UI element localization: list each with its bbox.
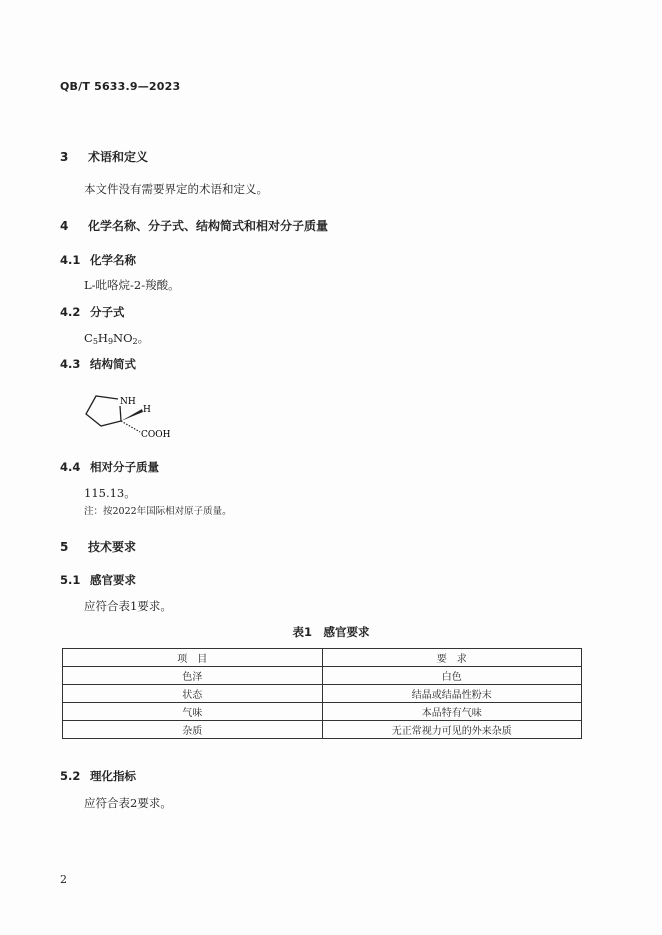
column-header: 要 求 <box>322 649 582 667</box>
section-title: 分子式 <box>90 305 125 319</box>
section-4-4-heading <box>60 459 159 475</box>
section-number: 4.1 <box>60 253 81 267</box>
wedge-bond-h <box>121 409 143 421</box>
section-number: 5.2 <box>60 769 81 783</box>
section-5-1-body: 应符合表1要求。 <box>84 599 172 613</box>
section-4-2-heading <box>60 304 125 320</box>
section-4-heading <box>60 217 328 234</box>
table-cell: 白色 <box>322 667 582 685</box>
sensory-requirements-table <box>62 648 582 739</box>
section-title: 化学名称、分子式、结构简式和相对分子质量 <box>88 219 329 233</box>
page-number: 2 <box>60 873 67 886</box>
document-code: QB/T 5633.9—2023 <box>60 80 181 93</box>
section-3-heading <box>60 148 148 165</box>
table-1-caption: 表1 感官要求 <box>292 625 370 639</box>
section-number: 5.1 <box>60 573 81 587</box>
section-number: 4 <box>60 219 69 233</box>
note: 注：按2022年国际相对原子质量。 <box>84 506 232 517</box>
column-header: 项 目 <box>63 649 323 667</box>
table-cell: 色泽 <box>63 667 323 685</box>
section-title: 结构简式 <box>90 357 136 371</box>
table-row <box>63 685 582 703</box>
section-number: 4.2 <box>60 305 81 319</box>
section-title: 化学名称 <box>90 253 136 267</box>
table-cell: 本品特有气味 <box>322 703 582 721</box>
table-row <box>63 721 582 739</box>
molecular-mass: 115.13。 <box>84 486 136 500</box>
table-row <box>63 667 582 685</box>
section-5-1-heading <box>60 572 136 588</box>
section-4-1-heading <box>60 252 136 268</box>
table-cell: 气味 <box>63 703 323 721</box>
section-title: 感官要求 <box>90 573 136 587</box>
section-number: 4.4 <box>60 460 81 474</box>
section-title: 相对分子质量 <box>90 460 159 474</box>
section-5-2-body: 应符合表2要求。 <box>84 796 172 810</box>
section-number: 3 <box>60 150 69 164</box>
section-5-heading <box>60 538 136 555</box>
structural-formula <box>80 388 180 443</box>
section-4-3-heading <box>60 356 136 372</box>
section-3-body: 本文件没有需要界定的术语和定义。 <box>84 182 268 196</box>
h-label: H <box>143 405 151 415</box>
section-number: 4.3 <box>60 357 81 371</box>
section-title: 技术要求 <box>88 540 137 554</box>
molecular-formula: $C_5H_9NO_2$。 <box>84 331 150 346</box>
section-number: 5 <box>60 540 69 554</box>
section-5-2-heading <box>60 768 136 784</box>
section-title: 术语和定义 <box>88 150 149 164</box>
cooh-label: COOH <box>141 430 171 440</box>
section-title: 理化指标 <box>90 769 136 783</box>
pyrrolidine-ring <box>86 396 121 426</box>
table-cell: 状态 <box>63 685 323 703</box>
table-row <box>63 703 582 721</box>
hashed-bond-cooh <box>121 421 140 432</box>
table-cell: 无正常视力可见的外来杂质 <box>322 721 582 739</box>
table-cell: 杂质 <box>63 721 323 739</box>
bond-to-nitrogen <box>120 406 121 421</box>
chemical-name: L-吡咯烷-2-羧酸。 <box>84 278 180 292</box>
nh-label: NH <box>120 397 136 407</box>
table-header-row <box>63 649 582 667</box>
table-cell: 结晶或结晶性粉末 <box>322 685 582 703</box>
